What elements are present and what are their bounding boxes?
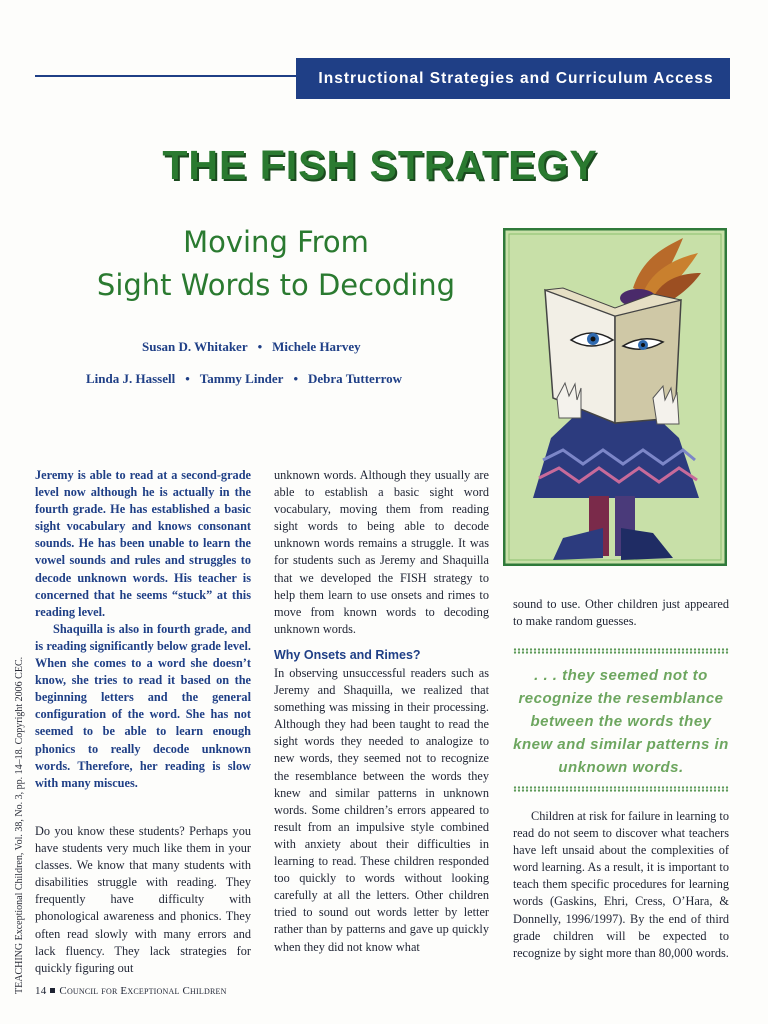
paragraph: Do you know these students? Perhaps you have students very much like them in your classes. We know that many students with disabilities struggle with reading. They frequently have difficulty with phonological awareness and phonics. They often read slowly with many errors and lack fluency. They lack strategies for quickly figuring out (35, 824, 251, 975)
article-title: THE FISH STRATEGY (162, 142, 598, 188)
authors-line1 (142, 339, 361, 355)
section-banner: Instructional Strategies and Curriculum Access (296, 58, 730, 99)
author-separator: • (257, 339, 263, 354)
citation-sidebar: TEACHING Exceptional Children, Vol. 38, No. 3, pp. 14–18. Copyright 2006 CEC. (14, 656, 25, 994)
paragraph: In observing unsuccessful readers such as Jeremy and Shaquilla, we realized that something was missing in their processing. Although they had been taught to read the sight words they needed to analogize to new words, they seemed not to recognize the resemblance between the words they knew and similar patterns in unknown words. Some children’s errors appeared to result from an impulsive style combined with anxiety about their difficulties in learning to read. These children responded too quickly to words without looking carefully at all the letters. Other children tried to sound out words letter by letter rather than by patterns and gave up quickly when they did not know what (274, 666, 489, 954)
page-number: 14 (35, 985, 47, 997)
column3-body (513, 808, 729, 962)
child-reading-book-illustration (503, 228, 727, 566)
author-separator: • (293, 371, 299, 386)
pullquote-rule-bottom (513, 786, 729, 792)
page-footer (35, 985, 227, 997)
paragraph: Shaquilla is also in fourth grade, and is reading significantly below grade level. When she comes to a word she doesn’t know, she tries to read it based on the beginning letters and the general configuration of the word. She has not seemed to be able to learn enough phonics to really decode unknown words. Therefore, her reading is slow with many miscues. (35, 621, 251, 790)
article-subtitle-line1: Moving From (183, 225, 369, 259)
authors-line2 (86, 371, 402, 387)
author-name: Michele Harvey (272, 339, 361, 354)
paragraph: Children at risk for failure in learning to read do not seem to discover what teachers have left unsaid about the complexities of word learning. As a result, it is important to teach them specific procedures for learning words (Gaskins, Ehri, Cress, O’Hara, & Donnelly, 1996/1997). By the end of third grade children will be expected to recognize by sight more than 80,000 words. (513, 809, 729, 960)
article-subtitle-line2: Sight Words to Decoding (96, 268, 456, 302)
paragraph: sound to use. Other children just appeared to make random guesses. (513, 597, 729, 629)
column3-top (513, 596, 729, 630)
column1-body (35, 823, 251, 977)
author-name: Tammy Linder (199, 371, 284, 386)
header-rule (35, 75, 297, 77)
paragraph: Jeremy is able to read at a second-grade level now although he is actually in the fourth grade. He has established a basic sight vocabulary and knows consonant sounds. He has been unable to learn the vowel sounds and rules and struggles to decode unknown words. His teacher is concerned that he seems “stuck” at this reading level. (35, 468, 251, 619)
column1-intro (35, 467, 251, 792)
author-name: Susan D. Whitaker (142, 339, 248, 354)
pullquote-rule-top (513, 648, 729, 654)
column2-body (274, 665, 489, 956)
author-name: Debra Tutterrow (308, 371, 403, 386)
author-separator: • (185, 371, 190, 386)
author-name: Linda J. Hassell (86, 371, 176, 386)
paragraph: unknown words. Although they usually are able to establish a basic sight word vocabulary, moving them from reading sight words to being able to decode unknown words remains a struggle. It was for students such as Jeremy and Shaquilla that we developed the FISH strategy to help them learn to use onsets and rimes to move from known words to decoding unknown words. (274, 468, 489, 636)
column2-top (274, 467, 489, 638)
publisher-name: Council for Exceptional Children (59, 985, 227, 997)
pull-quote: . . . they seemed not to recognize the resemblance between the words they knew and similar patterns in unknown words. (513, 667, 729, 776)
square-bullet-icon (50, 988, 55, 993)
section-subheading: Why Onsets and Rimes? (274, 648, 421, 662)
